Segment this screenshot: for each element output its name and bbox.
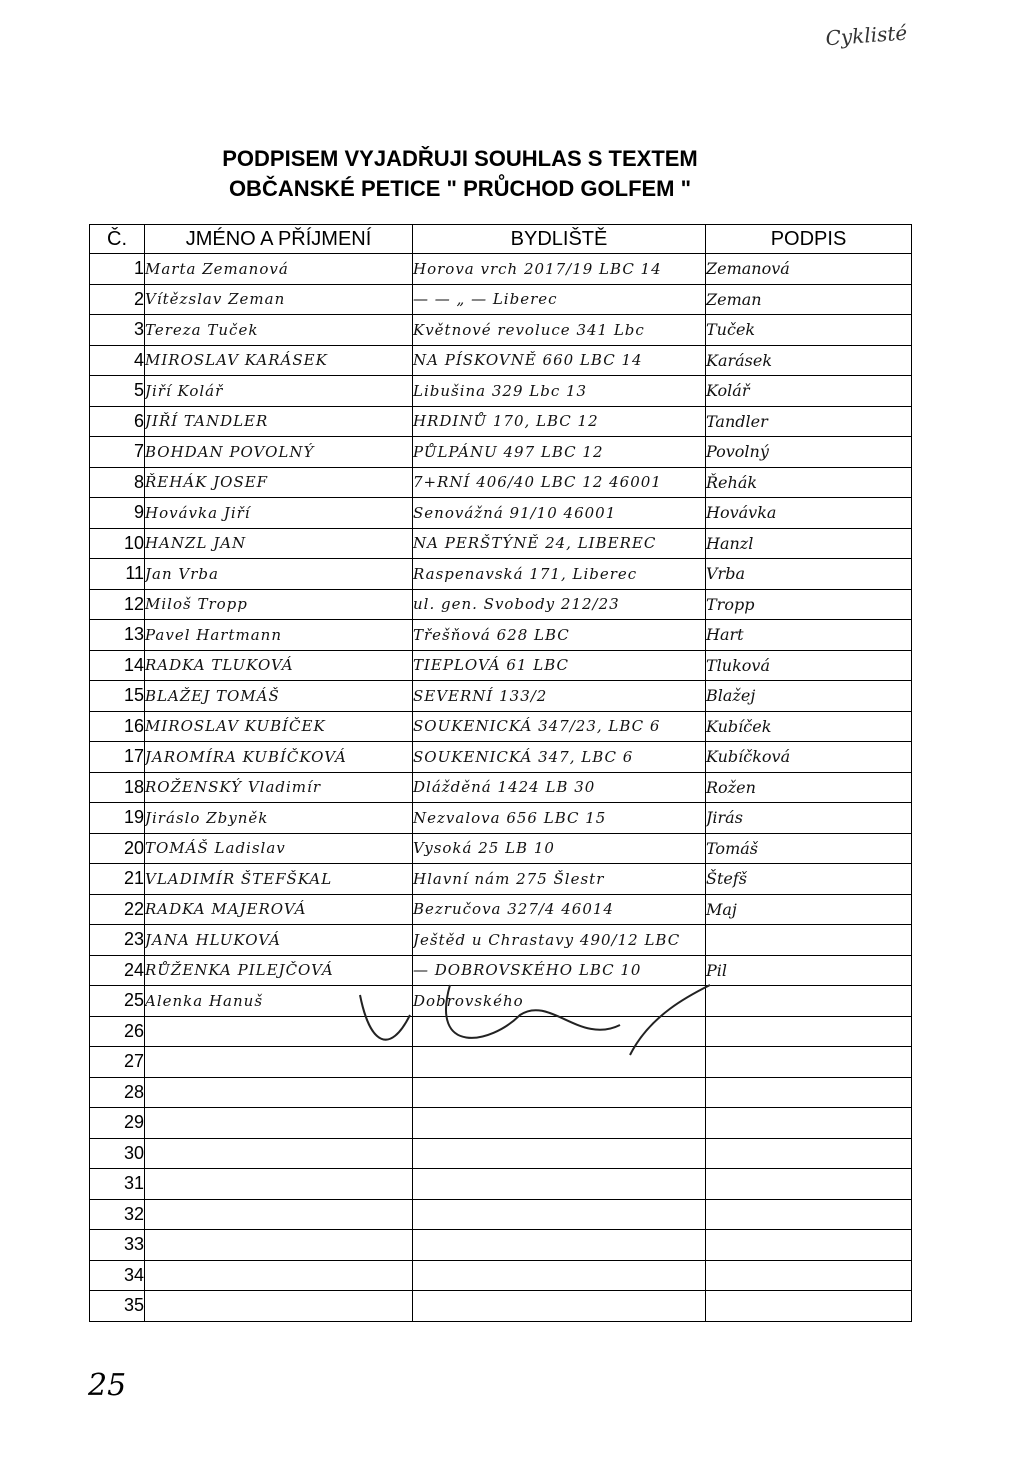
row-number: 34 <box>90 1260 145 1291</box>
table-row <box>90 315 912 346</box>
row-name: RADKA TLUKOVÁ <box>145 650 413 681</box>
row-number: 13 <box>90 620 145 651</box>
row-number: 23 <box>90 925 145 956</box>
row-name <box>145 1199 413 1230</box>
signature-scribble <box>330 955 730 1065</box>
row-address: — — „ — Liberec <box>413 284 706 315</box>
row-signature: Hovávka <box>706 498 912 529</box>
row-signature <box>706 1108 912 1139</box>
row-address: TIEPLOVÁ 61 LBC <box>413 650 706 681</box>
row-name <box>145 1077 413 1108</box>
table-body <box>90 254 912 1322</box>
header-name: JMÉNO A PŘÍJMENÍ <box>145 225 413 254</box>
row-number: 15 <box>90 681 145 712</box>
row-signature: Zeman <box>706 284 912 315</box>
table-row <box>90 559 912 590</box>
row-number: 26 <box>90 1016 145 1047</box>
table-row <box>90 864 912 895</box>
row-signature: Tropp <box>706 589 912 620</box>
row-name: VLADIMÍR ŠTEFŠKAL <box>145 864 413 895</box>
row-address <box>413 1077 706 1108</box>
row-signature: Tuček <box>706 315 912 346</box>
table-row <box>90 1108 912 1139</box>
table-row <box>90 1291 912 1322</box>
row-name <box>145 1108 413 1139</box>
table-row <box>90 467 912 498</box>
row-address <box>413 1169 706 1200</box>
row-name: Jan Vrba <box>145 559 413 590</box>
table-row <box>90 833 912 864</box>
row-number: 25 <box>90 986 145 1017</box>
row-address: SOUKENICKÁ 347/23, LBC 6 <box>413 711 706 742</box>
row-name <box>145 1230 413 1261</box>
row-number: 28 <box>90 1077 145 1108</box>
row-number: 31 <box>90 1169 145 1200</box>
table-row <box>90 620 912 651</box>
table-row <box>90 772 912 803</box>
row-signature: Povolný <box>706 437 912 468</box>
row-name: RŮŽENKA PILEJČOVÁ <box>145 955 413 986</box>
title-line-2: OBČANSKÉ PETICE " PRŮCHOD GOLFEM " <box>228 176 692 201</box>
row-number: 3 <box>90 315 145 346</box>
row-address <box>413 1260 706 1291</box>
row-name: MIROSLAV KUBÍČEK <box>145 711 413 742</box>
row-number: 12 <box>90 589 145 620</box>
row-address <box>413 1108 706 1139</box>
row-number: 22 <box>90 894 145 925</box>
row-signature: Tomáš <box>706 833 912 864</box>
table-row <box>90 894 912 925</box>
row-name: JANA HLUKOVÁ <box>145 925 413 956</box>
table-row <box>90 925 912 956</box>
row-name <box>145 1260 413 1291</box>
row-signature: Karásek <box>706 345 912 376</box>
row-number: 7 <box>90 437 145 468</box>
row-number: 19 <box>90 803 145 834</box>
row-signature: Hanzl <box>706 528 912 559</box>
row-signature <box>706 1077 912 1108</box>
row-signature <box>706 986 912 1017</box>
page-number: 25 <box>88 1368 127 1403</box>
row-number: 10 <box>90 528 145 559</box>
row-name: Alenka Hanuš <box>145 986 413 1017</box>
table-row <box>90 406 912 437</box>
row-address: NA PERŠTÝNĚ 24, LIBEREC <box>413 528 706 559</box>
row-name: MIROSLAV KARÁSEK <box>145 345 413 376</box>
row-number: 14 <box>90 650 145 681</box>
table-row <box>90 1138 912 1169</box>
row-signature <box>706 1291 912 1322</box>
row-number: 18 <box>90 772 145 803</box>
row-signature <box>706 1199 912 1230</box>
row-number: 1 <box>90 254 145 285</box>
row-name: Tereza Tuček <box>145 315 413 346</box>
row-number: 30 <box>90 1138 145 1169</box>
corner-note: Cyklisté <box>824 20 908 51</box>
row-number: 6 <box>90 406 145 437</box>
row-address: ul. gen. Svobody 212/23 <box>413 589 706 620</box>
row-signature: Kubíčková <box>706 742 912 773</box>
table-row <box>90 650 912 681</box>
row-signature: Maj <box>706 894 912 925</box>
row-number: 32 <box>90 1199 145 1230</box>
row-number: 24 <box>90 955 145 986</box>
row-name: Miloš Tropp <box>145 589 413 620</box>
row-signature <box>706 1138 912 1169</box>
row-signature: Blažej <box>706 681 912 712</box>
table-row <box>90 345 912 376</box>
table-row <box>90 376 912 407</box>
row-signature <box>706 1260 912 1291</box>
row-number: 16 <box>90 711 145 742</box>
row-address: Raspenavská 171, Liberec <box>413 559 706 590</box>
row-name: TOMÁŠ Ladislav <box>145 833 413 864</box>
row-name: ŘEHÁK JOSEF <box>145 467 413 498</box>
row-address: Květnové revoluce 341 Lbc <box>413 315 706 346</box>
row-signature: Kubíček <box>706 711 912 742</box>
row-address <box>413 1138 706 1169</box>
row-name: Jiří Kolář <box>145 376 413 407</box>
row-name <box>145 1169 413 1200</box>
row-address: Libušina 329 Lbc 13 <box>413 376 706 407</box>
row-signature <box>706 925 912 956</box>
row-name: Hovávka Jiří <box>145 498 413 529</box>
row-signature: Štefš <box>706 864 912 895</box>
row-address: Třešňová 628 LBC <box>413 620 706 651</box>
petition-title <box>160 144 760 204</box>
table-row <box>90 1077 912 1108</box>
row-signature: Kolář <box>706 376 912 407</box>
row-number: 9 <box>90 498 145 529</box>
table-row <box>90 742 912 773</box>
row-number: 33 <box>90 1230 145 1261</box>
row-signature <box>706 1016 912 1047</box>
table-header-row <box>90 225 912 254</box>
signature-table <box>89 224 912 1322</box>
row-name: Pavel Hartmann <box>145 620 413 651</box>
row-signature <box>706 1169 912 1200</box>
row-number: 11 <box>90 559 145 590</box>
row-address: Senovážná 91/10 46001 <box>413 498 706 529</box>
row-number: 20 <box>90 833 145 864</box>
row-name: RADKA MAJEROVÁ <box>145 894 413 925</box>
row-number: 21 <box>90 864 145 895</box>
row-address <box>413 1199 706 1230</box>
table-row <box>90 1169 912 1200</box>
table-row <box>90 711 912 742</box>
row-address: PŮLPÁNU 497 LBC 12 <box>413 437 706 468</box>
row-address: Dobrovského <box>413 986 706 1017</box>
row-signature: Rožen <box>706 772 912 803</box>
row-address: Hlavní nám 275 Šlestr <box>413 864 706 895</box>
row-address <box>413 1291 706 1322</box>
row-signature: Zemanová <box>706 254 912 285</box>
row-name: HANZL JAN <box>145 528 413 559</box>
title-line-1: PODPISEM VYJADŘUJI SOUHLAS S TEXTEM <box>222 146 698 171</box>
row-name: Vítězslav Zeman <box>145 284 413 315</box>
row-address: Nezvalova 656 LBC 15 <box>413 803 706 834</box>
table-row <box>90 1199 912 1230</box>
row-address: Dlážděná 1424 LB 30 <box>413 772 706 803</box>
row-address: NA PÍSKOVNĚ 660 LBC 14 <box>413 345 706 376</box>
row-signature: Tandler <box>706 406 912 437</box>
table-row <box>90 498 912 529</box>
header-address: BYDLIŠTĚ <box>413 225 706 254</box>
row-address: Ještěd u Chrastavy 490/12 LBC <box>413 925 706 956</box>
header-signature: PODPIS <box>706 225 912 254</box>
row-number: 29 <box>90 1108 145 1139</box>
row-signature: Vrba <box>706 559 912 590</box>
row-number: 17 <box>90 742 145 773</box>
row-name <box>145 1291 413 1322</box>
table-row <box>90 254 912 285</box>
header-number: Č. <box>90 225 145 254</box>
row-name: ROŽENSKÝ Vladimír <box>145 772 413 803</box>
row-address: HRDINŮ 170, LBC 12 <box>413 406 706 437</box>
table-row <box>90 681 912 712</box>
row-signature: Jirás <box>706 803 912 834</box>
row-name: BLAŽEJ TOMÁŠ <box>145 681 413 712</box>
row-number: 35 <box>90 1291 145 1322</box>
row-address: SOUKENICKÁ 347, LBC 6 <box>413 742 706 773</box>
row-signature: Pil <box>706 955 912 986</box>
row-number: 8 <box>90 467 145 498</box>
table-row <box>90 1260 912 1291</box>
row-name: Marta Zemanová <box>145 254 413 285</box>
row-name: JAROMÍRA KUBÍČKOVÁ <box>145 742 413 773</box>
row-address <box>413 1230 706 1261</box>
row-name: BOHDAN POVOLNÝ <box>145 437 413 468</box>
row-name: Jiráslo Zbyněk <box>145 803 413 834</box>
row-signature: Tluková <box>706 650 912 681</box>
table-row <box>90 1230 912 1261</box>
row-address: — DOBROVSKÉHO LBC 10 <box>413 955 706 986</box>
scribble-stroke <box>360 985 710 1055</box>
row-address: Vysoká 25 LB 10 <box>413 833 706 864</box>
row-address: Horova vrch 2017/19 LBC 14 <box>413 254 706 285</box>
row-signature <box>706 1230 912 1261</box>
table-row <box>90 589 912 620</box>
table-row <box>90 803 912 834</box>
row-number: 2 <box>90 284 145 315</box>
row-address: SEVERNÍ 133/2 <box>413 681 706 712</box>
row-number: 5 <box>90 376 145 407</box>
row-signature: Řehák <box>706 467 912 498</box>
row-number: 27 <box>90 1047 145 1078</box>
table-row <box>90 437 912 468</box>
row-signature: Hart <box>706 620 912 651</box>
row-name <box>145 1138 413 1169</box>
row-signature <box>706 1047 912 1078</box>
row-address: 7+RNÍ 406/40 LBC 12 46001 <box>413 467 706 498</box>
table-row <box>90 284 912 315</box>
row-number: 4 <box>90 345 145 376</box>
row-address: Bezručova 327/4 46014 <box>413 894 706 925</box>
row-name: JIŘÍ TANDLER <box>145 406 413 437</box>
table-row <box>90 528 912 559</box>
